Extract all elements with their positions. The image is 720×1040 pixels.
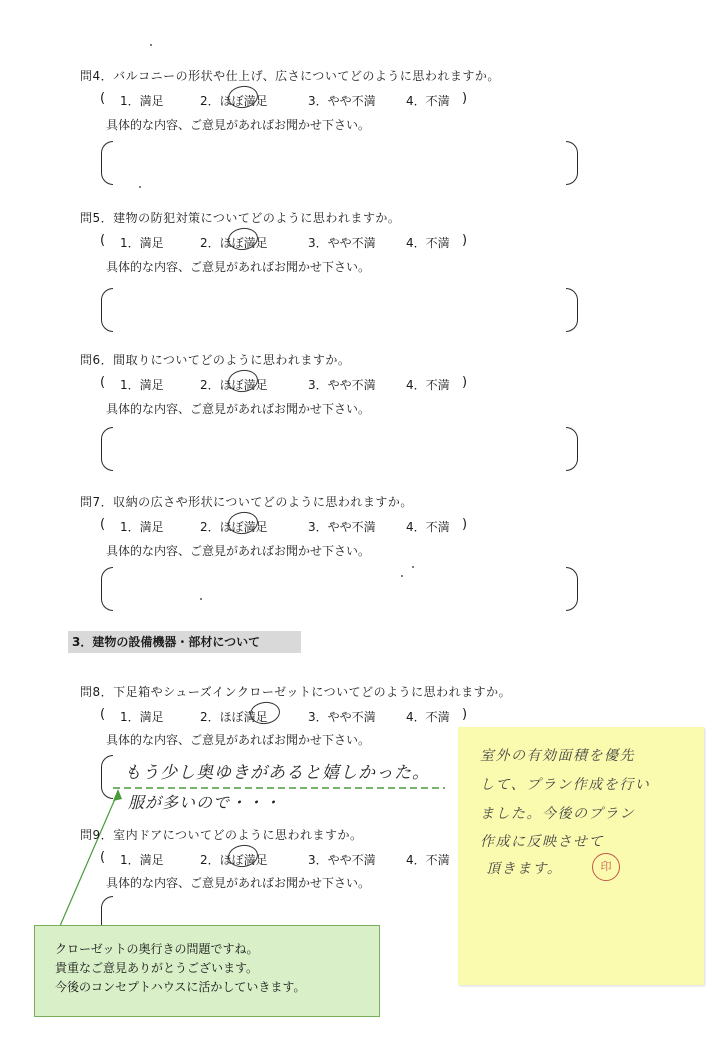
section-3-header: 3．建物の設備機器・部材について — [68, 631, 301, 653]
question-6-title: 問6．間取りについてどのように思われますか。 — [80, 353, 351, 367]
paren-open: ( — [100, 375, 106, 390]
detail-prompt: 具体的な内容、ご意見があればお聞かせ下さい。 — [106, 402, 371, 416]
option-1[interactable]: 1．満足 — [120, 520, 164, 534]
seal-stamp: 印 — [592, 853, 620, 881]
paren-close: ) — [462, 517, 468, 532]
option-4[interactable]: 4．不満 — [406, 94, 450, 108]
question-4-title: 問4．バルコニーの形状や仕上げ、広さについてどのように思われますか。 — [80, 69, 500, 83]
scan-speck — [150, 44, 152, 46]
option-3[interactable]: 3．やや不満 — [308, 520, 376, 534]
paren-close: ) — [462, 233, 468, 248]
question-8-title: 問8．下足箱やシューズインクローゼットについてどのように思われますか。 — [80, 685, 512, 699]
detail-prompt: 具体的な内容、ご意見があればお聞かせ下さい。 — [106, 733, 371, 747]
option-4[interactable]: 4．不満 — [406, 520, 450, 534]
paren-open: ( — [100, 517, 106, 532]
option-2[interactable]: 2．ほぼ満足 — [200, 94, 268, 108]
handwritten-answer-line-2: 服が多いので・・・ — [128, 793, 282, 812]
option-4[interactable]: 4．不満 — [406, 710, 450, 724]
paren-open: ( — [100, 850, 106, 865]
paren-close: ) — [462, 91, 468, 106]
option-1[interactable]: 1．満足 — [120, 94, 164, 108]
sticky-line-5: 頂きます。 — [486, 861, 563, 877]
question-5-title: 問5．建物の防犯対策についてどのように思われますか。 — [80, 211, 401, 225]
detail-prompt: 具体的な内容、ご意見があればお聞かせ下さい。 — [106, 876, 371, 890]
option-3[interactable]: 3．やや不満 — [308, 236, 376, 250]
callout-arrow-head — [113, 789, 122, 801]
option-1[interactable]: 1．満足 — [120, 378, 164, 392]
question-9-title: 問9．室内ドアについてどのように思われますか。 — [80, 828, 363, 842]
option-1[interactable]: 1．満足 — [120, 710, 164, 724]
sticky-line-2: して、プラン作成を行い — [480, 777, 651, 793]
option-2[interactable]: 2．ほぼ満足 — [200, 710, 268, 724]
option-1[interactable]: 1．満足 — [120, 236, 164, 250]
option-4[interactable]: 4．不満 — [406, 236, 450, 250]
option-2[interactable]: 2．ほぼ満足 — [200, 378, 268, 392]
scan-speck — [401, 575, 403, 577]
option-3[interactable]: 3．やや不満 — [308, 710, 376, 724]
paren-open: ( — [100, 91, 106, 106]
paren-open: ( — [100, 233, 106, 248]
sticky-line-3: ました。今後のプラン — [480, 806, 635, 822]
bracket-left — [101, 896, 113, 926]
scan-speck — [139, 186, 141, 188]
option-2[interactable]: 2．ほぼ満足 — [200, 520, 268, 534]
detail-prompt: 具体的な内容、ご意見があればお聞かせ下さい。 — [106, 118, 371, 132]
option-1[interactable]: 1．満足 — [120, 853, 164, 867]
scan-speck — [200, 598, 202, 600]
detail-prompt: 具体的な内容、ご意見があればお聞かせ下さい。 — [106, 260, 371, 274]
option-2[interactable]: 2．ほぼ満足 — [200, 853, 268, 867]
option-3[interactable]: 3．やや不満 — [308, 378, 376, 392]
callout-line-2: 貴重なご意見ありがとうございます。 — [55, 961, 259, 975]
option-3[interactable]: 3．やや不満 — [308, 853, 376, 867]
handwritten-answer-line-1: もう少し奥ゆきがあると嬉しかった。 — [124, 763, 430, 783]
sticky-line-4: 作成に反映させて — [480, 834, 604, 850]
callout-line-1: クローゼットの奥行きの問題ですね。 — [55, 942, 259, 956]
scan-speck — [412, 566, 414, 568]
paren-open: ( — [100, 707, 106, 722]
option-4[interactable]: 4．不満 — [406, 378, 450, 392]
question-7-title: 問7．収納の広さや形状についてどのように思われますか。 — [80, 495, 413, 509]
callout-line-3: 今後のコンセプトハウスに活かしていきます。 — [55, 980, 306, 994]
callout-box — [34, 925, 380, 1017]
option-4[interactable]: 4．不満 — [406, 853, 450, 867]
option-3[interactable]: 3．やや不満 — [308, 94, 376, 108]
paren-close: ) — [462, 375, 468, 390]
sticky-line-1: 室外の有効面積を優先 — [480, 748, 635, 764]
sticky-note — [458, 727, 704, 985]
detail-prompt: 具体的な内容、ご意見があればお聞かせ下さい。 — [106, 544, 371, 558]
paren-close: ) — [462, 707, 468, 722]
option-2[interactable]: 2．ほぼ満足 — [200, 236, 268, 250]
